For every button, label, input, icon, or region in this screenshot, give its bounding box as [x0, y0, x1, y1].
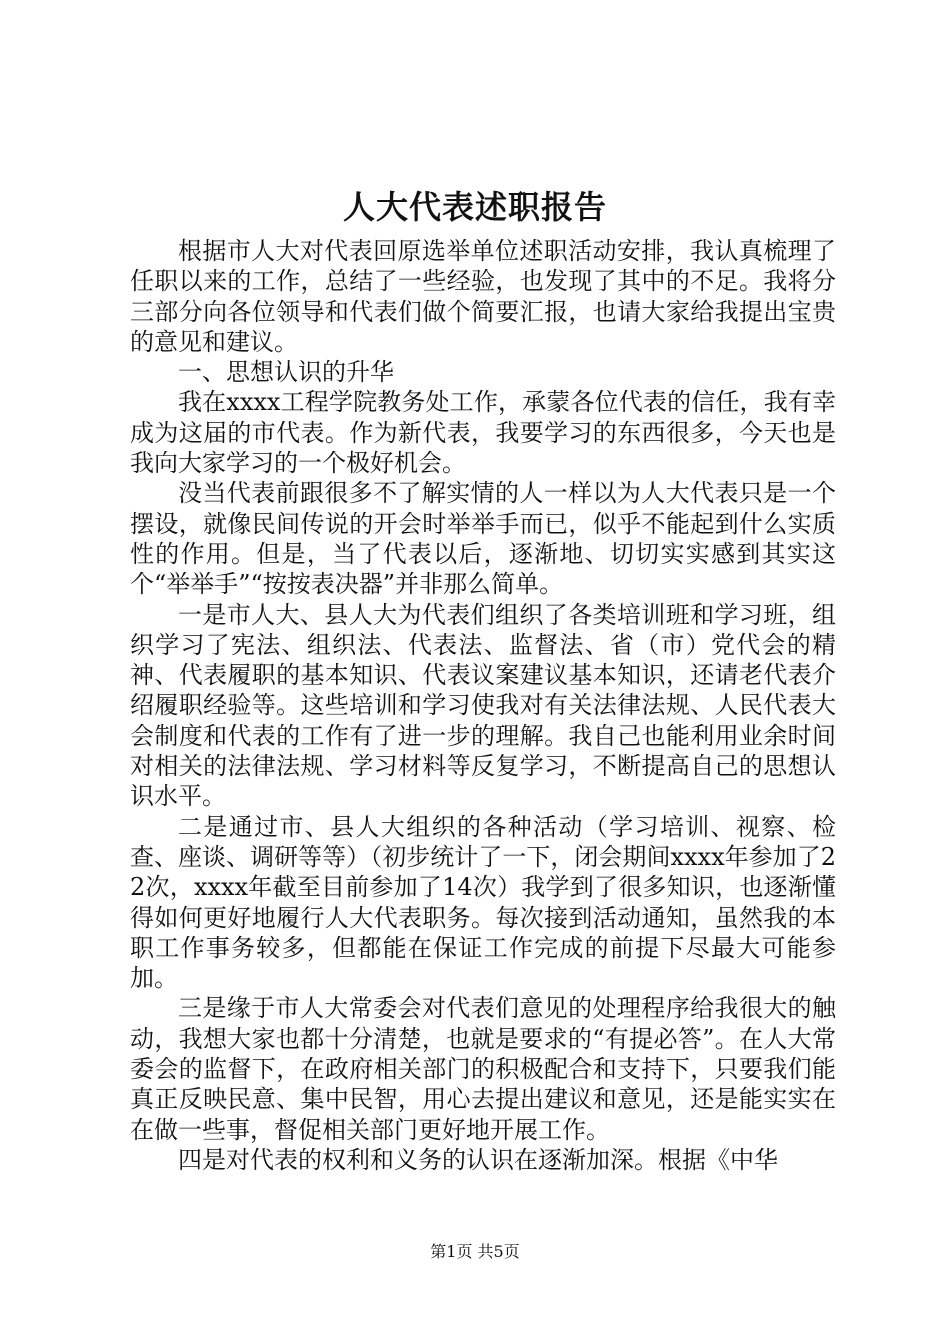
paragraph: 三是缘于市人大常委会对代表们意见的处理程序给我很大的触动，我想大家也都十分清楚，也就是要求的“有提必答”。在人大常委会的监督下，在政府相关部门的积极配合和支持下，只要我们能真正反映民意、集中民智，用心去提出建议和意见，还是能实实在在做一些事，督促相关部门更好地开展工作。: [130, 994, 836, 1144]
paragraph: 一是市人大、县人大为代表们组织了各类培训班和学习班，组织学习了宪法、组织法、代表法、监督法、省（市）党代会的精神、代表履职的基本知识、代表议案建议基本知识，还请老代表介绍履职经验等。这些培训和学习使我对有关法律法规、人民代表大会制度和代表的工作有了进一步的理解。我自己也能利用业余时间对相关的法律法规、学习材料等反复学习，不断提高自己的思想认识水平。: [130, 600, 836, 811]
paragraph-intro: 根据市人大对代表回原选举单位述职活动安排，我认真梳理了任职以来的工作，总结了一些经验，也发现了其中的不足。我将分三部分向各位领导和代表们做个简要汇报，也请大家给我提出宝贵的意见和建议。: [130, 237, 836, 356]
document-title: 人大代表述职报告: [342, 188, 607, 226]
paragraph: 二是通过市、县人大组织的各种活动（学习培训、视察、检查、座谈、调研等等）（初步统计了一下，闭会期间xxxx年参加了22次，xxxx年截至目前参加了14次）我学到了很多知识，也逐渐懂得如何更好地履行人大代表职务。每次接到活动通知，虽然我的本职工作事务较多，但都能在保证工作完成的前提下尽最大可能参加。: [130, 812, 836, 993]
section-heading: 一、思想认识的升华: [178, 358, 394, 387]
paragraph: 四是对代表的权利和义务的认识在逐渐加深。根据《中华: [178, 1145, 778, 1174]
paragraph: 我在xxxx工程学院教务处工作，承蒙各位代表的信任，我有幸成为这届的市代表。作为新代表，我要学习的东西很多，今天也是我向大家学习的一个极好机会。: [130, 388, 836, 478]
document-body: [130, 236, 836, 1175]
page-footer: 第1页 共5页: [430, 1242, 520, 1261]
paragraph: 没当代表前跟很多不了解实情的人一样以为人大代表只是一个摆设，就像民间传说的开会时举举手而已，似乎不能起到什么实质性的作用。但是，当了代表以后，逐渐地、切切实实感到其实这个“举举手”“按按表决器”并非那么简单。: [130, 479, 836, 599]
